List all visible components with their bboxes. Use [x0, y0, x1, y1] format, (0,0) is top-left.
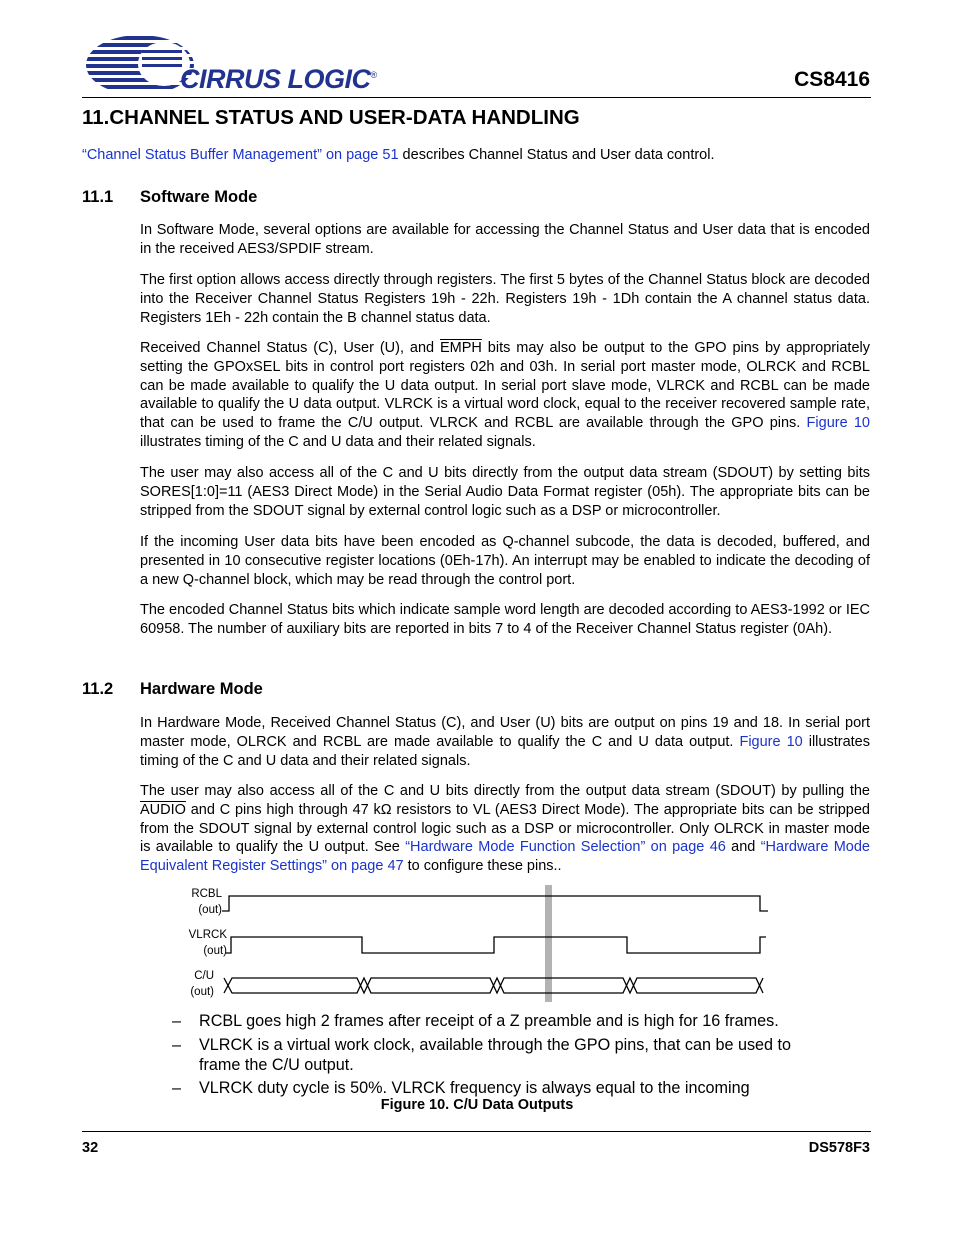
software-mode-paragraph-6: The encoded Channel Status bits which indicate sample word length are decoded according to AES3-1992 or IEC 60958. The number of auxiliary bits are reported in bits 7 to 4 of the Receiver Channel Status register (0Ah).: [140, 602, 870, 637]
document-id: DS578F3: [808, 1140, 870, 1156]
software-mode-paragraph-1: In Software Mode, several options are available for accessing the Channel Status and User data that is encoded in the received AES3/SPDIF stream.: [140, 222, 870, 257]
channel-status-buffer-link[interactable]: “Channel Status Buffer Management” on page 51: [82, 147, 399, 163]
figure-note-1: – RCBL goes high 2 frames after receipt of a Z preamble and is high for 16 frames.: [172, 1012, 779, 1030]
timing-diagram: [0, 880, 954, 1010]
hardware-mode-paragraph-2: The user may also access all of the C and U bits directly from the output data stream (SDOUT) by pulling the AUDIO and C pins high through 47 kΩ resistors to VL (AES3 Direct Mode). The appropriate bits can be stripped from the SDOUT signal by external control logic such as a DSP or microcontroller. Only OLRCK in master mode is available to qualify the U output. See “Hardware Mode Function Selection” on page 46 and “Hardware Mode Equivalent Register Settings” on page 47 to configure these pins..: [140, 783, 871, 875]
software-mode-paragraph-2: The first option allows access directly through registers. The first 5 bytes of the Channel Status block are decoded into the Receiver Channel Status Registers 19h - 22h. Registers 19h - 1Dh contain the A channel status data. Registers 1Eh - 22h contain the B channel status data.: [140, 272, 870, 326]
figure-note-2: – VLRCK is a virtual work clock, available through the GPO pins, that can be used to frame the C/U output.: [172, 1036, 792, 1074]
section-intro: “Channel Status Buffer Management” on page 51 describes Channel Status and User data control.: [82, 147, 715, 163]
header-rule: [82, 97, 871, 98]
part-number: CS8416: [794, 68, 870, 91]
software-mode-paragraph-5: If the incoming User data bits have been encoded as Q-channel subcode, the data is decoded, buffered, and presented in 10 consecutive register locations (0Eh-17h). An interrupt may be enabled to indicate the decoding of a new Q-channel block, which may be read through the control port.: [140, 534, 870, 588]
hardware-mode-function-selection-link[interactable]: “Hardware Mode Function Selection” on page 46: [405, 839, 726, 856]
figure-note-3: – VLRCK duty cycle is 50%. VLRCK frequency is always equal to the incoming: [172, 1079, 750, 1097]
page-number: 32: [82, 1140, 99, 1156]
signal-label-rcbl: RCBL (out): [191, 888, 222, 916]
figure-10-link-2[interactable]: Figure 10: [739, 733, 803, 750]
software-mode-paragraph-4: The user may also access all of the C and U bits directly from the output data stream (SDOUT) by setting bits SORES[1:0]=11 (AES3 Direct Mode) in the Serial Audio Data Format register (05h). The appropriate bits can be stripped from the SDOUT signal by external control logic such as a DSP or microcontroller.: [140, 465, 870, 519]
subsection-software-mode-heading: 11.1 Software Mode: [82, 188, 258, 206]
logo-wordmark: CIRRUS LOGIC®: [180, 64, 377, 94]
vlrck-waveform: [226, 937, 766, 953]
hardware-mode-paragraph-1: In Hardware Mode, Received Channel Status (C), and User (U) bits are output on pins 19 and 18. In serial port master mode, OLRCK and RCBL are made available to qualify the C and U data output. Figure 10 illustrates timing of the C and U data and their related signals.: [140, 715, 870, 769]
section-title: 11.CHANNEL STATUS AND USER-DATA HANDLING: [82, 106, 580, 129]
frame-marker-bar: [545, 885, 552, 1002]
footer-rule: [82, 1131, 871, 1132]
signal-label-vlrck: VLRCK (out): [188, 929, 227, 957]
cu-waveform: [224, 978, 763, 993]
figure-10-link[interactable]: Figure 10: [806, 415, 870, 432]
signal-label-cu: C/U (out): [190, 970, 214, 998]
rcbl-waveform: [222, 896, 768, 911]
audio-signal: AUDIO: [140, 801, 186, 818]
subsection-hardware-mode-heading: 11.2 Hardware Mode: [82, 680, 263, 698]
emph-signal: EMPH: [439, 340, 482, 356]
figure-caption: Figure 10. C/U Data Outputs: [380, 1097, 574, 1113]
cirrus-logic-logo: [82, 34, 377, 96]
software-mode-paragraph-3: Received Channel Status (C), User (U), and EMPH bits may also be output to the GPO pins by appropriately setting the GPOxSEL bits in control port registers 02h and 03h. In serial port master mode, OLRCK and RCBL can be made available to qualify the U data output. In serial port slave mode, VLRCK and RCBL can be made available to qualify the U data output. VLRCK is a virtual word clock, equal to the receiver recovered sample rate, that can be used to frame the C/U output. VLRCK and RCBL are available through the GPO pins. Figure 10 illustrates timing of the C and U data and their related signals.: [140, 340, 870, 450]
hardware-mode-register-settings-link[interactable]: “Hardware Mode Equivalent Register Settings” on page 47: [140, 839, 871, 875]
